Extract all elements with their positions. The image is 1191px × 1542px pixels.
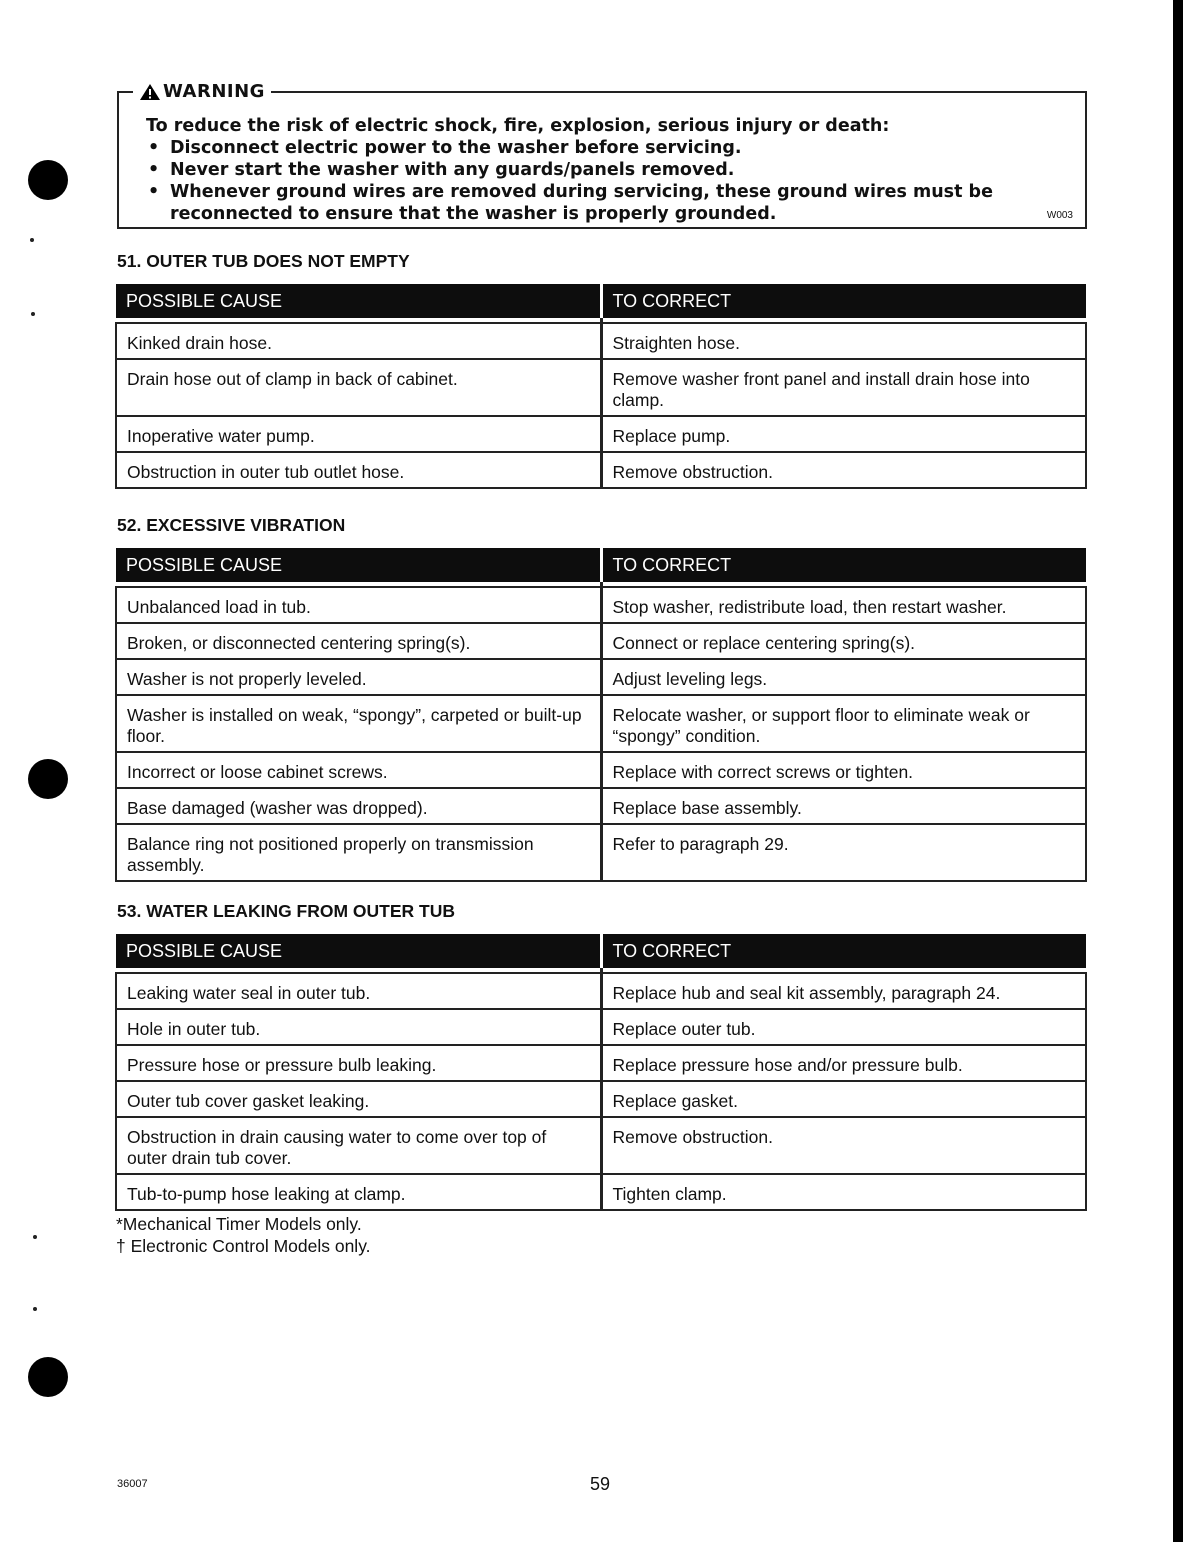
table-row <box>116 587 1086 623</box>
scan-speck <box>33 1307 37 1311</box>
section-title: 52. EXCESSIVE VIBRATION <box>117 515 346 535</box>
cause-cell: Washer is installed on weak, “spongy”, carpeted or built-up floor. <box>116 695 601 752</box>
header-possible-cause: POSSIBLE CAUSE <box>116 548 601 582</box>
table-row <box>116 416 1086 452</box>
footnote-electronic: † Electronic Control Models only. <box>116 1236 371 1256</box>
cause-cell: Inoperative water pump. <box>116 416 601 452</box>
cause-cell: Obstruction in drain causing water to come over top of outer drain tub cover. <box>116 1117 601 1174</box>
correct-cell: Replace pump. <box>601 416 1086 452</box>
cause-cell: Broken, or disconnected centering spring(s). <box>116 623 601 659</box>
warning-intro: To reduce the risk of electric shock, fire, explosion, serious injury or death: <box>146 116 890 136</box>
cause-cell: Outer tub cover gasket leaking. <box>116 1081 601 1117</box>
cause-cell: Balance ring not positioned properly on transmission assembly. <box>116 824 601 881</box>
table-header-row <box>116 934 1086 968</box>
cause-cell: Drain hose out of clamp in back of cabinet. <box>116 359 601 416</box>
binder-hole-bottom <box>28 1357 68 1397</box>
document-number: 36007 <box>117 1478 148 1490</box>
cause-cell: Kinked drain hose. <box>116 323 601 359</box>
table-row <box>116 359 1086 416</box>
warning-bullet: • Whenever ground wires are removed during servicing, these ground wires must be reconnected to ensure that the washer is properly grounded. <box>146 181 1039 225</box>
header-possible-cause: POSSIBLE CAUSE <box>116 284 601 318</box>
cause-cell: Pressure hose or pressure bulb leaking. <box>116 1045 601 1081</box>
troubleshooting-table <box>115 284 1087 489</box>
table-row <box>116 1081 1086 1117</box>
correct-cell: Remove obstruction. <box>601 452 1086 488</box>
warning-bullets <box>146 137 1039 225</box>
scan-speck <box>31 312 35 316</box>
correct-cell: Remove washer front panel and install drain hose into clamp. <box>601 359 1086 416</box>
section-title: 51. OUTER TUB DOES NOT EMPTY <box>117 251 410 271</box>
table-row <box>116 752 1086 788</box>
table-row <box>116 1174 1086 1210</box>
correct-cell: Connect or replace centering spring(s). <box>601 623 1086 659</box>
section-title: 53. WATER LEAKING FROM OUTER TUB <box>117 901 456 921</box>
header-to-correct: TO CORRECT <box>601 284 1086 318</box>
warning-bullet: • Disconnect electric power to the washer before servicing. <box>146 137 1039 159</box>
correct-cell: Refer to paragraph 29. <box>601 824 1086 881</box>
troubleshooting-table <box>115 548 1087 882</box>
cause-cell: Unbalanced load in tub. <box>116 587 601 623</box>
table-row <box>116 695 1086 752</box>
scan-speck <box>33 1235 37 1239</box>
correct-cell: Stop washer, redistribute load, then restart washer. <box>601 587 1086 623</box>
cause-cell: Base damaged (washer was dropped). <box>116 788 601 824</box>
correct-cell: Replace gasket. <box>601 1081 1086 1117</box>
scan-edge-bar <box>1173 0 1183 1542</box>
correct-cell: Adjust leveling legs. <box>601 659 1086 695</box>
troubleshooting-table <box>115 934 1087 1211</box>
correct-cell: Straighten hose. <box>601 323 1086 359</box>
warning-box <box>117 81 1087 229</box>
table-row <box>116 1009 1086 1045</box>
cause-cell: Incorrect or loose cabinet screws. <box>116 752 601 788</box>
correct-cell: Replace outer tub. <box>601 1009 1086 1045</box>
scan-speck <box>30 238 34 242</box>
table-row <box>116 659 1086 695</box>
correct-cell: Remove obstruction. <box>601 1117 1086 1174</box>
warning-triangle-icon <box>139 83 161 101</box>
table-row <box>116 1045 1086 1081</box>
correct-cell: Tighten clamp. <box>601 1174 1086 1210</box>
correct-cell: Replace with correct screws or tighten. <box>601 752 1086 788</box>
correct-cell: Replace hub and seal kit assembly, paragraph 24. <box>601 973 1086 1009</box>
page-number: 59 <box>590 1474 611 1494</box>
table-header-row <box>116 548 1086 582</box>
table-row <box>116 452 1086 488</box>
table-row <box>116 824 1086 881</box>
binder-hole-top <box>28 160 68 200</box>
warning-title <box>133 81 271 102</box>
warning-code: W003 <box>1046 210 1073 221</box>
cause-cell: Tub-to-pump hose leaking at clamp. <box>116 1174 601 1210</box>
binder-hole-middle <box>28 759 68 799</box>
table-row <box>116 623 1086 659</box>
header-possible-cause: POSSIBLE CAUSE <box>116 934 601 968</box>
cause-cell: Leaking water seal in outer tub. <box>116 973 601 1009</box>
warning-bullet: • Never start the washer with any guards/panels removed. <box>146 159 1039 181</box>
cause-cell: Obstruction in outer tub outlet hose. <box>116 452 601 488</box>
warning-body <box>146 115 1039 225</box>
header-to-correct: TO CORRECT <box>601 548 1086 582</box>
table-row <box>116 323 1086 359</box>
table-row <box>116 973 1086 1009</box>
correct-cell: Relocate washer, or support floor to eliminate weak or “spongy” condition. <box>601 695 1086 752</box>
warning-title-text: WARNING <box>163 81 265 102</box>
table-header-row <box>116 284 1086 318</box>
correct-cell: Replace base assembly. <box>601 788 1086 824</box>
header-to-correct: TO CORRECT <box>601 934 1086 968</box>
cause-cell: Hole in outer tub. <box>116 1009 601 1045</box>
table-row <box>116 788 1086 824</box>
table-row <box>116 1117 1086 1174</box>
correct-cell: Replace pressure hose and/or pressure bulb. <box>601 1045 1086 1081</box>
footnote-mechanical: *Mechanical Timer Models only. <box>116 1214 362 1234</box>
cause-cell: Washer is not properly leveled. <box>116 659 601 695</box>
